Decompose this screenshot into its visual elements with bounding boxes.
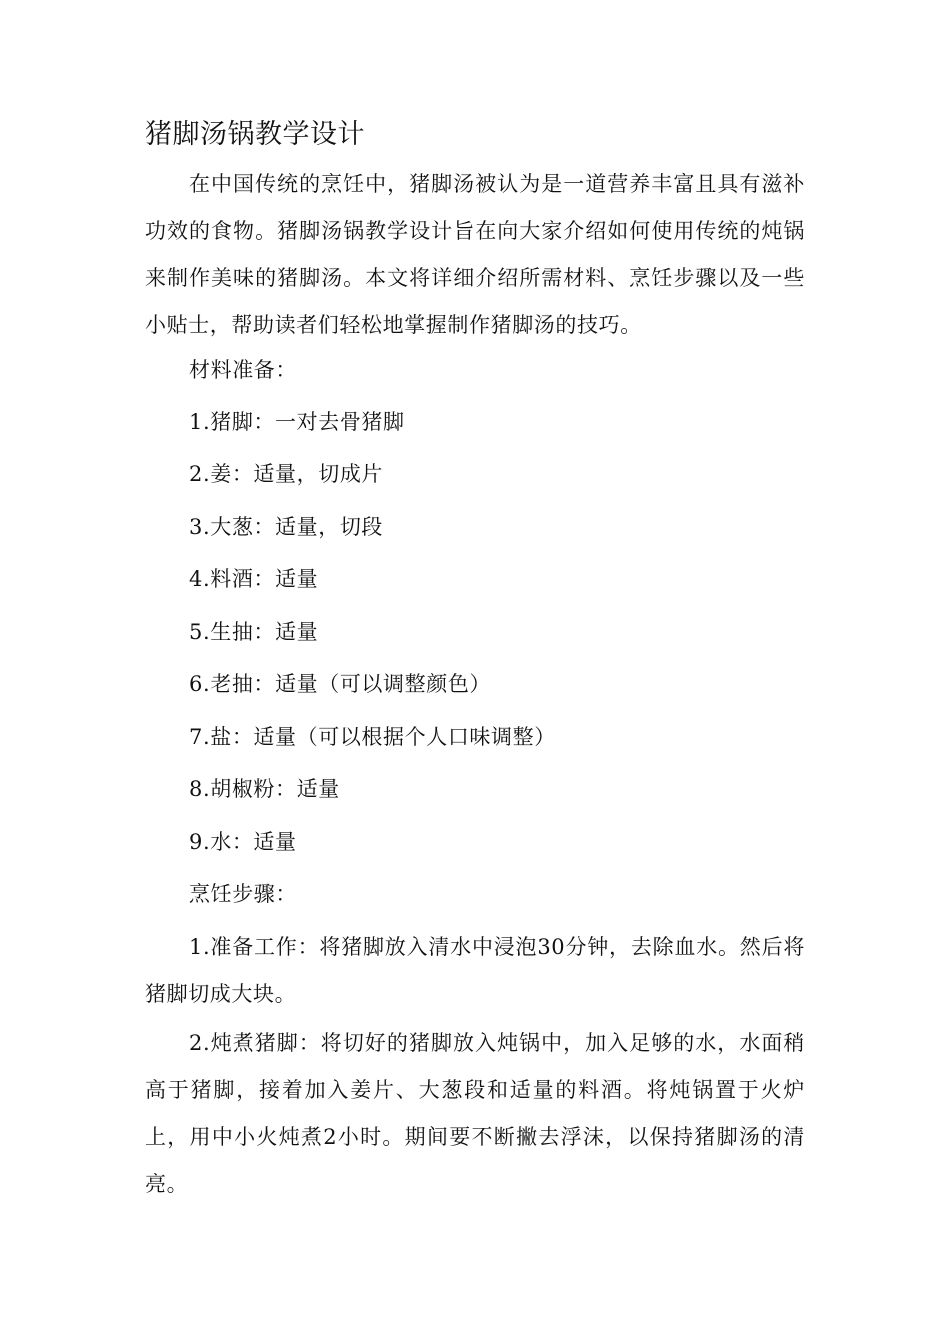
material-item: 7.盐：适量（可以根据个人口味调整） [189,725,556,749]
materials-heading: 材料准备： [189,358,297,382]
step-paragraph: 2.炖煮猪脚：将切好的猪脚放入炖锅中，加入足够的水，水面稍高于猪脚，接着加入姜片、大葱段和适量的料酒。将炖锅置于火炉上，用中小火炖煮2小时。期间要不断撇去浮沫，以保持猪脚汤的清亮。 [145,1031,805,1196]
material-item: 2.姜：适量，切成片 [189,462,384,486]
material-item: 3.大葱：适量，切段 [189,515,384,539]
step-paragraph: 1.准备工作：将猪脚放入清水中浸泡30分钟，去除血水。然后将猪脚切成大块。 [145,935,805,1006]
material-item: 6.老抽：适量（可以调整颜色） [189,672,492,696]
material-item: 9.水：适量 [189,830,297,854]
document-title: 猪脚汤锅教学设计 [145,119,365,150]
material-item: 1.猪脚：一对去骨猪脚 [189,410,405,434]
material-item: 8.胡椒粉：适量 [189,777,340,801]
intro-paragraph: 在中国传统的烹饪中，猪脚汤被认为是一道营养丰富且具有滋补功效的食物。猪脚汤锅教学设计旨在向大家介绍如何使用传统的炖锅来制作美味的猪脚汤。本文将详细介绍所需材料、烹饪步骤以及一些小贴士，帮助读者们轻松地掌握制作猪脚汤的技巧。 [145,172,805,337]
material-item: 4.料酒：适量 [189,567,319,591]
material-item: 5.生抽：适量 [189,620,319,644]
steps-heading: 烹饪步骤： [189,882,297,906]
